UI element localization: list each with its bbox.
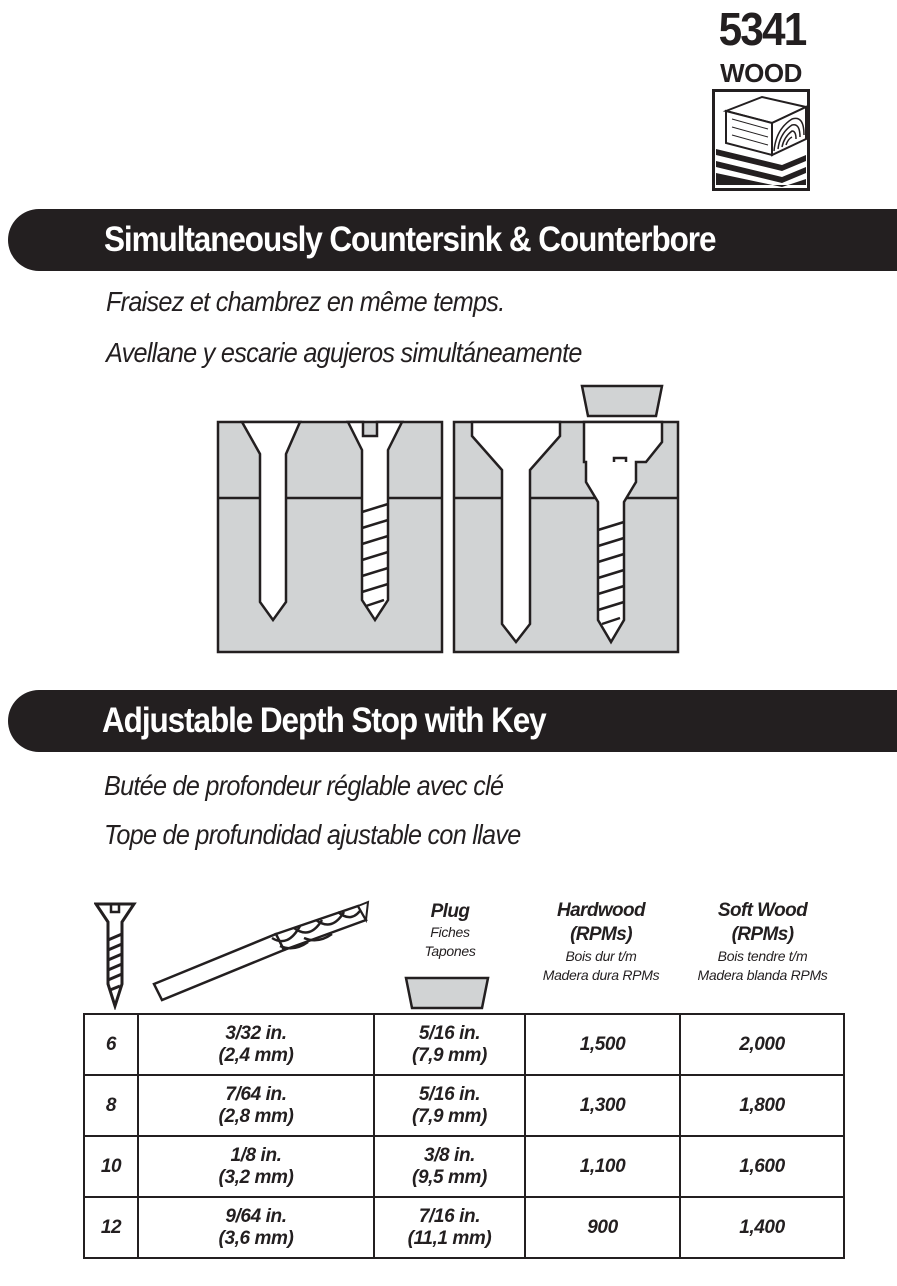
plug-icon	[404, 976, 490, 1010]
drill-size-cell: 7/64 in. (2,8 mm)	[138, 1075, 374, 1136]
wood-block-icon	[712, 89, 810, 191]
drill-size-cell: 1/8 in. (3,2 mm)	[138, 1136, 374, 1197]
hardwood-header-label: Hardwood	[556, 900, 646, 921]
specification-table	[83, 1013, 845, 1259]
softwood-rpm-cell: 1,600	[680, 1136, 844, 1197]
hardwood-header-es: Madera dura RPMs	[542, 967, 660, 983]
subtitle-french: Fraisez et chambrez en même temps.	[106, 286, 505, 317]
column-header-plug	[390, 900, 510, 961]
table-row	[84, 1136, 844, 1197]
hardwood-header-rpm: (RPMs)	[570, 924, 632, 945]
table-row	[84, 1075, 844, 1136]
screw-icon	[94, 900, 138, 1010]
softwood-header-fr: Bois tendre t/m	[717, 948, 808, 964]
softwood-header-label: Soft Wood	[717, 900, 808, 921]
screw-size-cell: 12	[84, 1197, 138, 1258]
material-label: WOOD	[720, 58, 802, 88]
subtitle-french: Butée de profondeur réglable avec clé	[104, 770, 504, 801]
subtitle-spanish: Avellane y escarie agujeros simultáneamente	[106, 337, 582, 368]
section-banner-depth-stop	[8, 690, 897, 752]
table-row	[84, 1197, 844, 1258]
screw-size-cell: 8	[84, 1075, 138, 1136]
plug-size-cell: 5/16 in. (7,9 mm)	[374, 1014, 525, 1075]
model-number: 5341	[718, 3, 806, 55]
drill-bit-icon	[148, 898, 370, 1006]
column-header-hardwood	[520, 899, 682, 985]
column-header-softwood	[680, 899, 845, 985]
softwood-header-rpm: (RPMs)	[731, 924, 794, 945]
drill-size-cell: 3/32 in. (2,4 mm)	[138, 1014, 374, 1075]
section-title: Simultaneously Countersink & Counterbore	[104, 220, 716, 259]
countersink-counterbore-screw-diagram	[216, 380, 686, 656]
plug-header-fr: Fiches	[430, 924, 470, 940]
softwood-rpm-cell: 1,400	[680, 1197, 844, 1258]
section-title: Adjustable Depth Stop with Key	[102, 701, 546, 740]
plug-size-cell: 3/8 in. (9,5 mm)	[374, 1136, 525, 1197]
plug-header-es: Tapones	[424, 943, 476, 959]
plug-size-cell: 5/16 in. (7,9 mm)	[374, 1075, 525, 1136]
section-banner-countersink	[8, 209, 897, 271]
drill-size-cell: 9/64 in. (3,6 mm)	[138, 1197, 374, 1258]
plug-header-label: Plug	[430, 901, 470, 922]
hardwood-rpm-cell: 1,300	[525, 1075, 680, 1136]
softwood-rpm-cell: 2,000	[680, 1014, 844, 1075]
softwood-header-es: Madera blanda RPMs	[697, 967, 828, 983]
hardwood-rpm-cell: 900	[525, 1197, 680, 1258]
hardwood-rpm-cell: 1,500	[525, 1014, 680, 1075]
screw-size-cell: 6	[84, 1014, 138, 1075]
subtitle-spanish: Tope de profundidad ajustable con llave	[104, 819, 521, 850]
softwood-rpm-cell: 1,800	[680, 1075, 844, 1136]
table-row	[84, 1014, 844, 1075]
plug-size-cell: 7/16 in. (11,1 mm)	[374, 1197, 525, 1258]
hardwood-rpm-cell: 1,100	[525, 1136, 680, 1197]
screw-size-cell: 10	[84, 1136, 138, 1197]
hardwood-header-fr: Bois dur t/m	[565, 948, 637, 964]
